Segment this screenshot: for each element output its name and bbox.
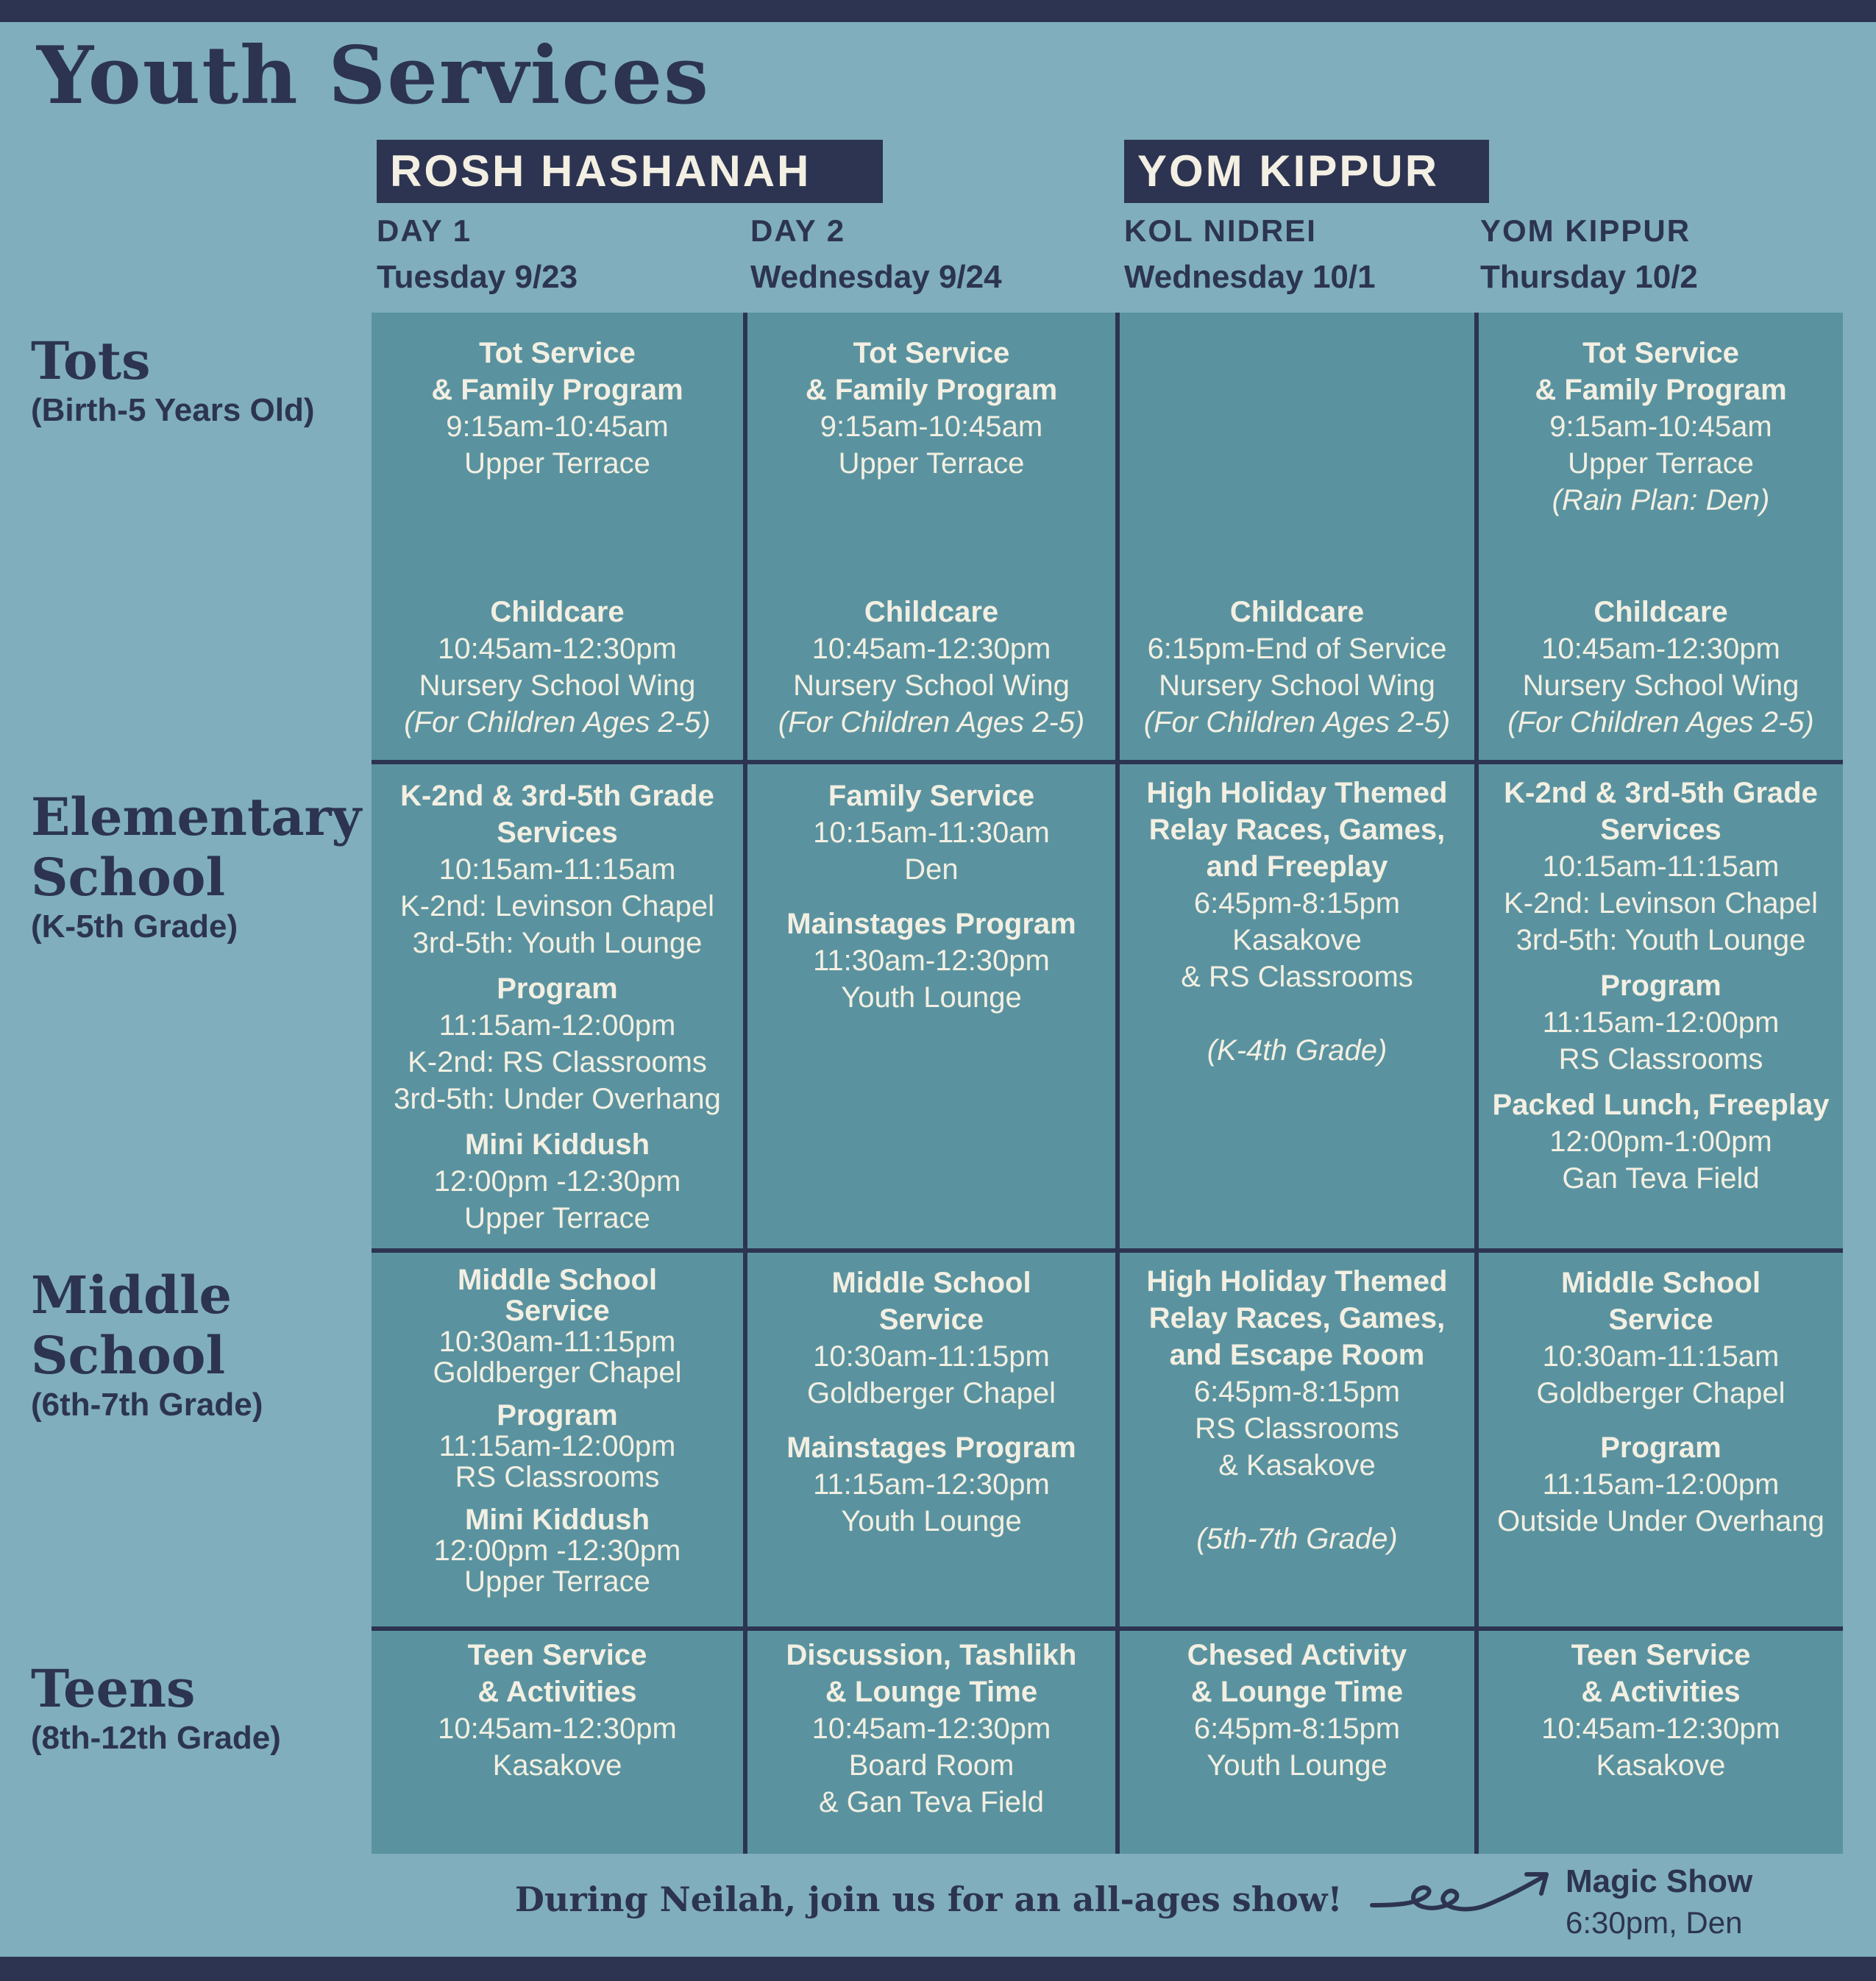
entry-title: Mini Kiddush: [464, 1504, 650, 1536]
schedule-entry: [1120, 594, 1474, 741]
cell-tots-yom-kippur: [1479, 313, 1843, 760]
schedule-entry: [747, 594, 1115, 741]
entry-title: Family Service: [828, 780, 1035, 812]
entry-title: Teen Service & Activities: [1571, 1639, 1751, 1708]
entry-details: 11:15am-12:00pm K-2nd: RS Classrooms 3rd-5th: Under Overhang: [394, 1009, 721, 1115]
entry-title: Childcare: [1229, 596, 1365, 628]
cell-elementary-kol-nidrei: [1120, 764, 1474, 1248]
entry-note: (For Children Ages 2-5): [1143, 706, 1451, 739]
schedule-entry: [1479, 1637, 1843, 1784]
entry-note: (For Children Ages 2-5): [778, 706, 1085, 739]
schedule-entry: [1479, 1265, 1843, 1412]
entry-details: 11:15am-12:00pm RS Classrooms: [438, 1430, 676, 1493]
row-name: Teens: [31, 1658, 196, 1719]
entry-title: Tot Service & Family Program: [1535, 337, 1787, 406]
entry-title: Mainstages Program: [786, 1431, 1076, 1464]
schedule-entry: [372, 1400, 743, 1493]
entry-title: Mainstages Program: [786, 908, 1076, 940]
entry-details: 6:45pm-8:15pm RS Classrooms & Kasakove: [1193, 1376, 1401, 1482]
schedule-entry: [747, 1429, 1115, 1540]
entry-details: 9:15am-10:45am Upper Terrace: [1549, 410, 1772, 480]
schedule-entry: [1479, 594, 1843, 741]
entry-title: Tot Service & Family Program: [805, 337, 1058, 406]
schedule-entry: [372, 594, 743, 741]
entry-details: 11:15am-12:30pm Youth Lounge: [813, 1468, 1050, 1537]
entry-title: Tot Service & Family Program: [431, 337, 683, 406]
row-name: Elementary School: [31, 786, 362, 908]
entry-title: K-2nd & 3rd-5th Grade Services: [1504, 777, 1818, 846]
schedule-entry: [372, 1504, 743, 1597]
row-ages: (Birth-5 Years Old): [31, 392, 315, 428]
entry-note: (For Children Ages 2-5): [1507, 706, 1814, 739]
entry-note: (K-4th Grade): [1207, 1034, 1388, 1067]
schedule-entry: [1479, 1429, 1843, 1540]
cell-middle-kol-nidrei: [1120, 1253, 1474, 1626]
column-day: YOM KIPPUR: [1480, 213, 1691, 248]
column-header-day2: [750, 213, 1002, 296]
entry-details: 10:45am-12:30pm Kasakove: [1541, 1713, 1780, 1782]
entry-details: 10:15am-11:15am K-2nd: Levinson Chapel 3rd-5th: Youth Lounge: [1504, 850, 1818, 956]
schedule-entry: [747, 1265, 1115, 1412]
entry-title: Discussion, Tashlikh & Lounge Time: [786, 1639, 1077, 1708]
entry-details: 12:00pm -12:30pm Upper Terrace: [433, 1534, 681, 1598]
cell-middle-day1: [372, 1253, 743, 1626]
cell-elementary-day1: [372, 764, 743, 1248]
entry-title: Program: [1600, 1431, 1722, 1464]
entry-details: 11:30am-12:30pm Youth Lounge: [813, 945, 1050, 1014]
entry-title: Childcare: [490, 596, 625, 628]
entry-details: 10:30am-11:15am Goldberger Chapel: [1536, 1340, 1786, 1409]
entry-note: (For Children Ages 2-5): [404, 706, 711, 739]
yom-kippur-header: YOM KIPPUR: [1124, 140, 1489, 203]
entry-details: 9:15am-10:45am Upper Terrace: [820, 410, 1043, 480]
entry-details: 11:15am-12:00pm Outside Under Overhang: [1497, 1468, 1825, 1537]
schedule-entry: [372, 1126, 743, 1237]
entry-title: Childcare: [1593, 596, 1728, 628]
magic-show-detail: 6:30pm, Den: [1566, 1905, 1743, 1940]
entry-title: Middle School Service: [1560, 1267, 1761, 1336]
schedule-entry: [1120, 1263, 1474, 1557]
neilah-note: During Neilah, join us for an all-ages show!: [515, 1879, 1343, 1919]
entry-title: K-2nd & 3rd-5th Grade Services: [400, 780, 714, 849]
schedule-entry: [372, 970, 743, 1117]
entry-title: Chesed Activity & Lounge Time: [1187, 1639, 1407, 1708]
cell-elementary-yom-kippur: [1479, 764, 1843, 1248]
entry-title: High Holiday Themed Relay Races, Games, and Freeplay: [1146, 777, 1448, 883]
curly-arrow-icon: [1368, 1868, 1560, 1935]
entry-title: Program: [497, 972, 618, 1005]
bottom-border: [0, 1957, 1876, 1981]
schedule-entry: [1120, 775, 1474, 1069]
row-ages: (6th-7th Grade): [31, 1387, 263, 1423]
entry-title: Middle School Service: [457, 1264, 658, 1327]
schedule-entry: [1120, 1637, 1474, 1784]
entry-details: 6:45pm-8:15pm Kasakove & RS Classrooms: [1181, 887, 1413, 993]
schedule-grid: [372, 313, 1843, 1854]
schedule-entry: [1479, 1086, 1843, 1197]
row-name: Tots: [31, 330, 151, 391]
entry-details: 10:45am-12:30pm Kasakove: [438, 1713, 677, 1782]
cell-tots-kol-nidrei: [1120, 313, 1474, 760]
schedule-entry: [747, 906, 1115, 1016]
schedule-entry: [747, 778, 1115, 888]
schedule-entry: [372, 335, 743, 482]
row-label-elementary: [31, 787, 369, 946]
column-header-yom-kippur: [1480, 213, 1698, 296]
column-day: DAY 2: [750, 213, 846, 248]
cell-teens-day2: [747, 1631, 1115, 1854]
entry-details: 10:15am-11:15am K-2nd: Levinson Chapel 3rd-5th: Youth Lounge: [400, 853, 714, 959]
top-border: [0, 0, 1876, 22]
schedule-entry: [1479, 775, 1843, 959]
entry-details: 12:00pm -12:30pm Upper Terrace: [433, 1165, 681, 1234]
entry-details: 6:45pm-8:15pm Youth Lounge: [1193, 1713, 1401, 1782]
cell-elementary-day2: [747, 764, 1115, 1248]
row-label-tots: [31, 331, 315, 430]
entry-details: 10:30am-11:15pm Goldberger Chapel: [433, 1326, 682, 1389]
row-ages: (K-5th Grade): [31, 908, 238, 945]
column-day: KOL NIDREI: [1124, 213, 1317, 248]
entry-details: 10:45am-12:30pm Board Room & Gan Teva Field: [811, 1713, 1051, 1818]
entry-title: Packed Lunch, Freeplay: [1492, 1089, 1830, 1121]
cell-tots-day2: [747, 313, 1115, 760]
entry-title: High Holiday Themed Relay Races, Games, and Escape Room: [1146, 1265, 1448, 1371]
entry-note: (5th-7th Grade): [1196, 1523, 1398, 1555]
entry-title: Middle School Service: [831, 1267, 1031, 1336]
schedule-entry: [372, 1637, 743, 1784]
schedule-entry: [747, 1637, 1115, 1821]
row-label-middle: [31, 1265, 310, 1424]
row-name: Middle School: [31, 1265, 232, 1386]
entry-details: 10:45am-12:30pm Nursery School Wing: [1522, 633, 1799, 702]
column-header-day1: [377, 213, 578, 296]
entry-details: 12:00pm-1:00pm Gan Teva Field: [1549, 1125, 1772, 1195]
column-date: Wednesday 10/1: [1124, 259, 1376, 295]
schedule-entry: [372, 778, 743, 961]
column-header-kol-nidrei: [1124, 213, 1376, 296]
entry-details: 10:45am-12:30pm Nursery School Wing: [419, 633, 696, 702]
column-date: Tuesday 9/23: [377, 259, 578, 295]
cell-teens-day1: [372, 1631, 743, 1854]
page-title: Youth Services: [37, 29, 710, 122]
schedule-entry: [1479, 967, 1843, 1078]
magic-show: [1566, 1861, 1752, 1943]
column-day: DAY 1: [377, 213, 472, 248]
cell-teens-yom-kippur: [1479, 1631, 1843, 1854]
magic-show-title: Magic Show: [1566, 1863, 1753, 1899]
entry-title: Teen Service & Activities: [467, 1639, 647, 1708]
schedule-entry: [1479, 335, 1843, 519]
entry-note: (Rain Plan: Den): [1552, 484, 1770, 516]
cell-tots-day1: [372, 313, 743, 760]
row-ages: (8th-12th Grade): [31, 1720, 281, 1756]
entry-title: Mini Kiddush: [464, 1128, 650, 1161]
entry-title: Program: [497, 1399, 618, 1431]
entry-details: 11:15am-12:00pm RS Classrooms: [1542, 1006, 1780, 1075]
rosh-hashanah-header: ROSH HASHANAH: [377, 140, 883, 203]
cell-middle-day2: [747, 1253, 1115, 1626]
entry-title: Childcare: [864, 596, 999, 628]
entry-details: 10:15am-11:30am Den: [813, 817, 1050, 886]
column-date: Wednesday 9/24: [750, 259, 1002, 295]
schedule-entry: [372, 1265, 743, 1388]
cell-middle-yom-kippur: [1479, 1253, 1843, 1626]
entry-details: 10:45am-12:30pm Nursery School Wing: [793, 633, 1070, 702]
entry-details: 10:30am-11:15pm Goldberger Chapel: [807, 1340, 1056, 1409]
entry-title: Program: [1600, 970, 1722, 1002]
cell-teens-kol-nidrei: [1120, 1631, 1474, 1854]
entry-details: 9:15am-10:45am Upper Terrace: [446, 410, 669, 480]
row-label-teens: [31, 1659, 281, 1757]
schedule-entry: [747, 335, 1115, 482]
entry-details: 6:15pm-End of Service Nursery School Wing: [1147, 633, 1447, 702]
column-date: Thursday 10/2: [1480, 259, 1698, 295]
